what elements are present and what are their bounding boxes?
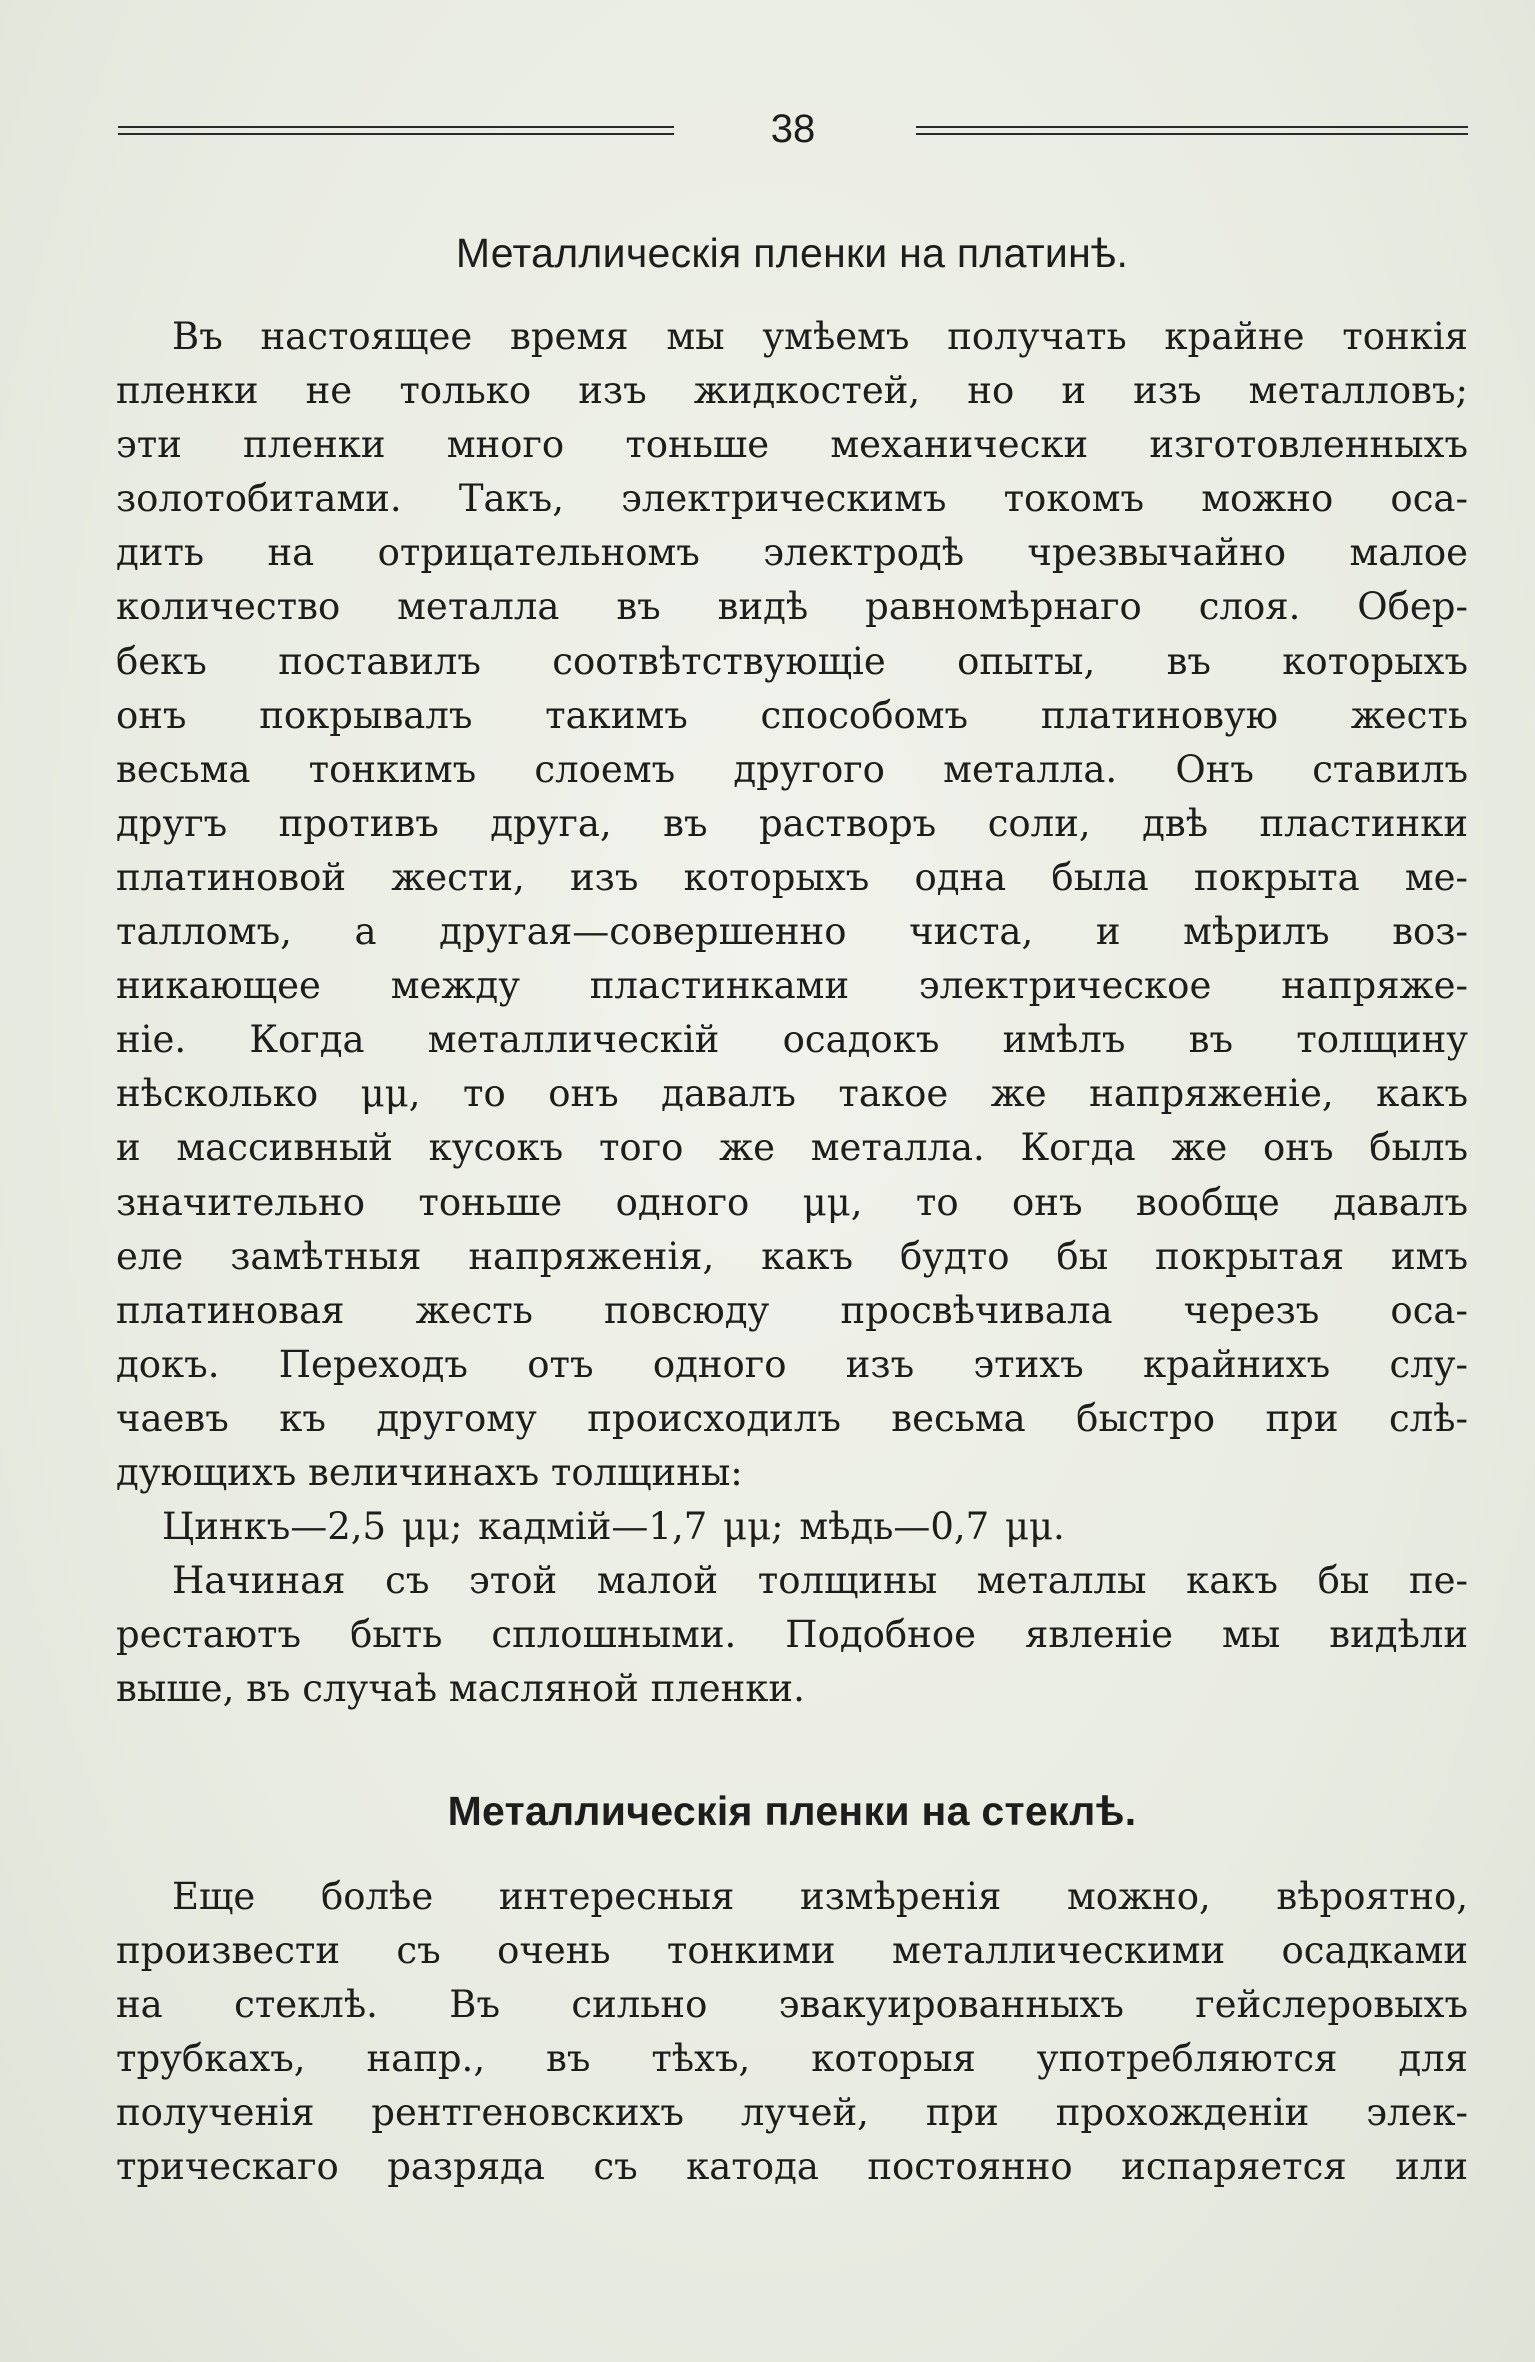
text-line: другъ противъ друга, въ растворъ соли, двѣ пластинки: [116, 801, 1468, 845]
text-line: на стеклѣ. Въ сильно эвакуированныхъ гейслеровыхъ: [116, 1983, 1468, 2027]
text-line: произвести съ очень тонкими металлическими осадками: [116, 1929, 1468, 1973]
text-line: онъ покрывалъ такимъ способомъ платиновую жесть: [116, 693, 1468, 737]
paragraph-glass-films: [116, 1870, 1468, 2195]
text-line: никающее между пластинками электрическое напряже-: [116, 964, 1468, 1008]
text-line: дить на отрицательномъ электродѣ чрезвычайно малое: [116, 531, 1468, 575]
text-line: нѣсколько μμ, то онъ давалъ такое же напряженіе, какъ: [116, 1072, 1468, 1116]
text-line: Еще болѣе интересныя измѣренія можно, вѣроятно,: [172, 1875, 1468, 1918]
section-heading-platinum: Металлическія пленки на платинѣ.: [455, 230, 1129, 276]
page-number: 38: [770, 107, 816, 151]
text-line: весьма тонкимъ слоемъ другого металла. Онъ ставилъ: [116, 747, 1468, 791]
thickness-values-line: Цинкъ—2,5 μμ; кадмій—1,7 μμ; мѣдь—0,7 μμ.: [162, 1505, 1065, 1549]
text-line: платиновая жесть повсюду просвѣчивала черезъ оса-: [116, 1288, 1468, 1332]
text-line: трубкахъ, напр., въ тѣхъ, которыя употребляются для: [116, 2037, 1468, 2081]
text-line: еле замѣтныя напряженія, какъ будто бы покрытая имъ: [116, 1234, 1468, 1278]
text-line: полученія рентгеновскихъ лучей, при прохожденіи элек-: [116, 2091, 1468, 2135]
text-line: значительно тоньше одного μμ, то онъ вообще давалъ: [116, 1180, 1468, 1224]
text-line: чаевъ къ другому происходилъ весьма быстро при слѣ-: [116, 1396, 1468, 1440]
text-line: эти пленки много тоньше механически изготовленныхъ: [116, 423, 1468, 467]
double-rule-right: [916, 126, 1468, 135]
paragraph-platinum-films: [116, 310, 1468, 1716]
text-line: бекъ поставилъ соотвѣтствующіе опыты, въ которыхъ: [116, 639, 1468, 683]
text-line: ніе. Когда металлическій осадокъ имѣлъ въ толщину: [116, 1018, 1468, 1062]
text-line: и массивный кусокъ того же металла. Когда же онъ былъ: [116, 1126, 1468, 1170]
text-line: рестаютъ быть сплошными. Подобное явленіе мы видѣли: [116, 1613, 1468, 1657]
running-head: [118, 104, 1468, 164]
text-line: золотобитами. Такъ, электрическимъ токомъ можно оса-: [116, 477, 1468, 521]
text-line: выше, въ случаѣ масляной пленки.: [116, 1667, 805, 1711]
text-line: талломъ, а другая—совершенно чиста, и мѣрилъ воз-: [116, 910, 1468, 954]
text-line: платиновой жести, изъ которыхъ одна была покрыта ме-: [116, 855, 1468, 899]
text-line: количество металла въ видѣ равномѣрнаго слоя. Обер-: [116, 585, 1468, 629]
text-line: Въ настоящее время мы умѣемъ получать крайне тонкія: [172, 315, 1468, 358]
text-line: трическаго разряда съ катода постоянно испаряется или: [116, 2145, 1468, 2189]
text-line: пленки не только изъ жидкостей, но и изъ металловъ;: [116, 369, 1468, 413]
text-line: дующихъ величинахъ толщины:: [116, 1450, 743, 1494]
text-line: Начиная съ этой малой толщины металлы какъ бы пе-: [172, 1559, 1468, 1603]
text-line: докъ. Переходъ отъ одного изъ этихъ крайнихъ слу-: [116, 1342, 1468, 1386]
section-heading-glass: Металлическія пленки на стеклѣ.: [447, 1788, 1137, 1834]
